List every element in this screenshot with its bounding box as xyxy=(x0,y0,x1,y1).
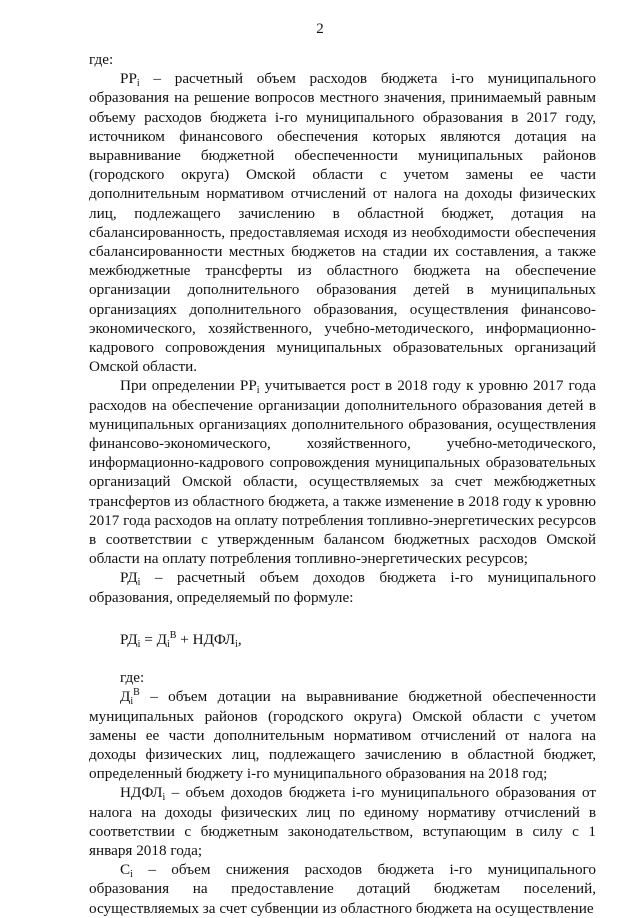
document-body xyxy=(89,50,596,918)
formula-lhs-subscript: i xyxy=(137,638,141,650)
c-definition xyxy=(89,860,596,918)
formula-plus: + НДФЛ xyxy=(176,630,236,648)
dv-definition xyxy=(89,687,596,783)
formula-eq: = Д xyxy=(140,630,167,648)
ndfl-definition-text: – объем доходов бюджета i-го муниципального образования от налога на доходы физических лиц по единому нормативу отчислений в соответствии с бюджетным законодательством, вступающим в силу с 1 января 2018 года; xyxy=(89,784,596,859)
c-definition-text: – объем снижения расходов бюджета i-го муниципального образования на предоставление дотаций бюджетам поселений, осуществляемых за счет субвенции из областного бюджета на осуществление xyxy=(89,861,596,917)
dv-superscript: В xyxy=(133,687,140,699)
dv-symbol: Д xyxy=(120,688,131,706)
gde-label-2: где: xyxy=(120,669,145,687)
ndfl-subscript: i xyxy=(162,792,166,804)
rd-formula xyxy=(120,630,596,649)
pr-subscript: i xyxy=(136,78,140,90)
dv-definition-text: – объем дотации на выравнивание бюджетной обеспеченности муниципальных районов (городского округа) Омской области с учетом замены ее части дополнительным нормативом отчислений от налога на доходы физических лиц, подлежащего зачислению в областной бюджет, определенный бюджету i-го муниципального образования на 2018 год; xyxy=(89,688,596,783)
c-subscript: i xyxy=(130,869,133,881)
gde-label: где: xyxy=(89,51,114,68)
rd-subscript: i xyxy=(137,577,141,589)
ndfl-symbol: НДФЛ xyxy=(120,784,163,802)
c-symbol: С xyxy=(120,861,131,879)
page-number: 2 xyxy=(316,21,324,37)
rd-definition xyxy=(89,568,596,606)
formula-d-subscript: i xyxy=(166,638,170,650)
rd-definition-text: – расчетный объем доходов бюджета i-го муниципального образования, определяемый по формуле: xyxy=(89,569,596,606)
dv-subscript: i xyxy=(130,696,134,708)
pr-definition xyxy=(89,69,596,376)
formula-d-superscript: В xyxy=(169,629,177,641)
formula-lhs: РД xyxy=(120,630,138,648)
formula-end: , xyxy=(237,630,242,648)
ndfl-definition xyxy=(89,783,596,860)
pr-growth-text-start: При определении РР xyxy=(120,377,257,395)
formula-ndfl-subscript: i xyxy=(235,638,238,650)
pr-symbol: PP xyxy=(120,70,137,88)
pr-growth-text-end: учитывается рост в 2018 году к уровню 2017 года расходов на обеспечение организации дополнительного образования детей в муниципальных организациях дополнительного образования, осуществления финансово-экономического, хозяйственного, учебно-методического, информационно-кадрового сопровождения муниципальных образовательных организаций Омской области, осуществляемых за счет межбюджетных трансфертов из областного бюджета, а также изменение в 2018 году к уровню 2017 года расходов на оплату потребления топливно-энергетических ресурсов в соответствии с утвержденным балансом бюджетных расходов Омской области на оплату потребления топливно-энергетических ресурсов; xyxy=(89,377,596,568)
pr-definition-text: – расчетный объем расходов бюджета i-го муниципального образования на решение вопросов местного значения, принимаемый равным объему расходов бюджета i-го муниципального образования в 2017 году, источником финансового обеспечения которых являются дотация на выравнивание бюджетной обеспеченности муниципальных районов (городского округа) Омской области с учетом замены ее части дополнительным нормативом отчислений от налога на доходы физических лиц, подлежащего зачислению в областной бюджет, дотация на сбалансированность, предоставляемая исходя из необходимости обеспечения сбалансированности местных бюджетов на стадии их составления, а также межбюджетные трансферты из областного бюджета на обеспечение организации дополнительного образования детей в муниципальных организациях дополнительного образования, осуществления финансово-экономического, хозяйственного, учебно-методического, информационно-кадрового сопровождения муниципальных образовательных организаций Омской области. xyxy=(89,70,596,376)
pr-growth-subscript: i xyxy=(256,385,260,397)
rd-symbol: РД xyxy=(120,569,138,587)
pr-growth-paragraph xyxy=(89,376,596,568)
